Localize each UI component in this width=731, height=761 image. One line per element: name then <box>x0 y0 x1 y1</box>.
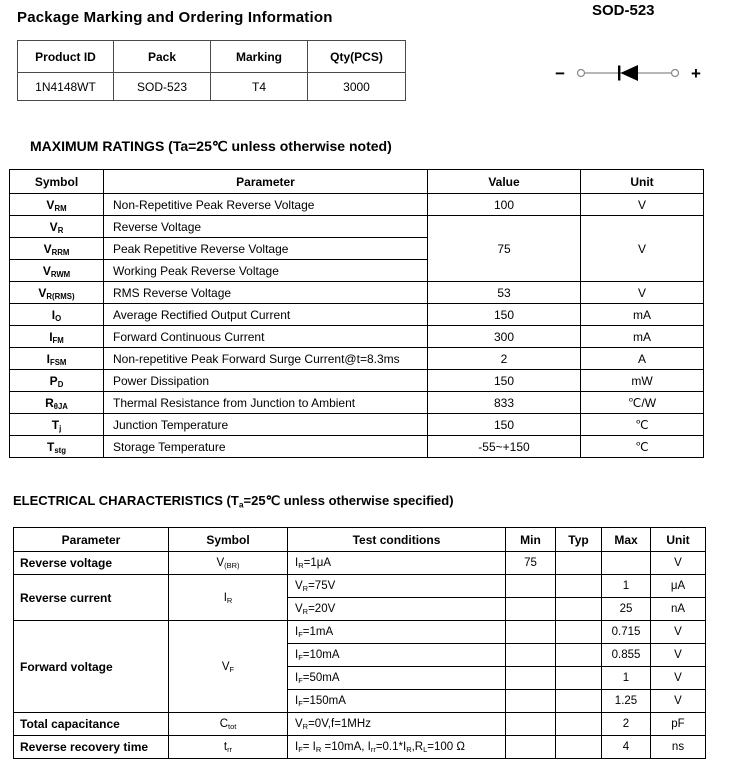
parameter-cell: RMS Reverse Voltage <box>104 282 428 304</box>
typ-cell <box>556 667 602 690</box>
parameter-cell: Junction Temperature <box>104 414 428 436</box>
typ-cell <box>556 690 602 713</box>
pack-cell: SOD-523 <box>114 73 211 101</box>
symbol-cell: $V_{R(RMS)}$ <box>10 282 104 304</box>
max-cell: 0.715 <box>602 621 651 644</box>
parameter-cell: Reverse voltage <box>14 552 169 575</box>
table-row-tstg <box>10 436 704 458</box>
header-symbol: Symbol <box>10 170 104 194</box>
unit-cell: ℃ <box>581 414 704 436</box>
max-cell: 1 <box>602 667 651 690</box>
test-condition-cell: $I_F=1mA$ <box>288 621 506 644</box>
unit-cell: V <box>581 194 704 216</box>
parameter-cell: Total capacitance <box>14 713 169 736</box>
symbol-cell: $I_{FSM}$ <box>10 348 104 370</box>
unit-cell: mW <box>581 370 704 392</box>
unit-cell: pF <box>651 713 706 736</box>
parameter-cell: Storage Temperature <box>104 436 428 458</box>
table-row-vrrms <box>10 282 704 304</box>
unit-cell: V <box>581 282 704 304</box>
test-condition-cell: $V_R=0V,f=1MHz$ <box>288 713 506 736</box>
table-row-pd <box>10 370 704 392</box>
parameter-cell: Reverse Voltage <box>104 216 428 238</box>
parameter-cell: Peak Repetitive Reverse Voltage <box>104 238 428 260</box>
typ-cell <box>556 621 602 644</box>
parameter-cell-merged: Reverse current <box>14 575 169 621</box>
unit-cell: μA <box>651 575 706 598</box>
min-cell <box>506 690 556 713</box>
min-cell: 75 <box>506 552 556 575</box>
symbol-cell: $I_O$ <box>10 304 104 326</box>
marking-cell: T4 <box>211 73 308 101</box>
table-row-total-capacitance <box>14 713 706 736</box>
header-parameter: Parameter <box>14 528 169 552</box>
header-test-conditions: Test conditions <box>288 528 506 552</box>
test-condition-cell: $I_R=1\mu A$ <box>288 552 506 575</box>
unit-cell: V <box>651 667 706 690</box>
min-cell <box>506 713 556 736</box>
package-name-label: SOD-523 <box>592 2 655 19</box>
test-condition-cell: $V_R=75V$ <box>288 575 506 598</box>
header-value: Value <box>428 170 581 194</box>
header-typ: Typ <box>556 528 602 552</box>
max-cell: 25 <box>602 598 651 621</box>
typ-cell <box>556 713 602 736</box>
table-row-ifm <box>10 326 704 348</box>
page-title: Package Marking and Ordering Information <box>17 9 333 26</box>
typ-cell <box>556 575 602 598</box>
min-cell <box>506 575 556 598</box>
parameter-cell: Non-repetitive Peak Forward Surge Current@t=8.3ms <box>104 348 428 370</box>
ordering-table <box>17 40 406 101</box>
symbol-cell: $T_{stg}$ <box>10 436 104 458</box>
symbol-cell: $V_{RM}$ <box>10 194 104 216</box>
min-cell <box>506 736 556 759</box>
value-cell: 150 <box>428 414 581 436</box>
max-cell: 1 <box>602 575 651 598</box>
test-condition-cell: $I_F=10mA$ <box>288 644 506 667</box>
parameter-cell: Reverse recovery time <box>14 736 169 759</box>
table-row-rthja <box>10 392 704 414</box>
qty-cell: 3000 <box>308 73 406 101</box>
max-cell: 0.855 <box>602 644 651 667</box>
parameter-cell: Power Dissipation <box>104 370 428 392</box>
value-cell: 150 <box>428 370 581 392</box>
symbol-cell: $V_{RWM}$ <box>10 260 104 282</box>
parameter-cell: Average Rectified Output Current <box>104 304 428 326</box>
value-cell: 300 <box>428 326 581 348</box>
table-row-reverse-voltage <box>14 552 706 575</box>
max-ratings-header-row <box>10 170 704 194</box>
unit-cell: ℃ <box>581 436 704 458</box>
unit-cell: V <box>651 644 706 667</box>
ordering-data-row <box>18 73 406 101</box>
minus-sign: − <box>555 63 565 83</box>
typ-cell <box>556 644 602 667</box>
max-ratings-table <box>9 169 704 458</box>
header-marking: Marking <box>211 41 308 73</box>
value-cell-merged: 75 <box>428 216 581 282</box>
parameter-cell: Non-Repetitive Peak Reverse Voltage <box>104 194 428 216</box>
test-condition-cell: $I_F=50mA$ <box>288 667 506 690</box>
value-cell: 53 <box>428 282 581 304</box>
section-title-max-ratings: MAXIMUM RATINGS (Ta=25℃ unless otherwise noted) <box>30 138 392 154</box>
header-symbol: Symbol <box>169 528 288 552</box>
table-row-reverse-current-1 <box>14 575 706 598</box>
header-unit: Unit <box>581 170 704 194</box>
symbol-cell: $V_{RRM}$ <box>10 238 104 260</box>
header-product-id: Product ID <box>18 41 114 73</box>
min-cell <box>506 644 556 667</box>
symbol-cell: $P_D$ <box>10 370 104 392</box>
plus-sign: + <box>691 63 701 83</box>
value-cell: 2 <box>428 348 581 370</box>
typ-cell <box>556 598 602 621</box>
value-cell: 100 <box>428 194 581 216</box>
max-cell <box>602 552 651 575</box>
value-cell: -55~+150 <box>428 436 581 458</box>
electrical-header-row <box>14 528 706 552</box>
max-cell: 4 <box>602 736 651 759</box>
symbol-cell: $V_R$ <box>10 216 104 238</box>
header-parameter: Parameter <box>104 170 428 194</box>
max-cell: 2 <box>602 713 651 736</box>
unit-cell: ℃/W <box>581 392 704 414</box>
symbol-cell: $V_{(BR)}$ <box>169 552 288 575</box>
test-condition-cell: $V_R=20V$ <box>288 598 506 621</box>
table-row-ifsm <box>10 348 704 370</box>
symbol-cell: $T_j$ <box>10 414 104 436</box>
unit-cell: V <box>651 621 706 644</box>
min-cell <box>506 667 556 690</box>
parameter-cell-merged: Forward voltage <box>14 621 169 713</box>
product-id-cell: 1N4148WT <box>18 73 114 101</box>
unit-cell: V <box>651 690 706 713</box>
test-condition-cell: $I_F=150mA$ <box>288 690 506 713</box>
header-max: Max <box>602 528 651 552</box>
value-cell: 833 <box>428 392 581 414</box>
symbol-cell: $R_{\theta JA}$ <box>10 392 104 414</box>
parameter-cell: Thermal Resistance from Junction to Ambient <box>104 392 428 414</box>
value-cell: 150 <box>428 304 581 326</box>
header-min: Min <box>506 528 556 552</box>
section-title-electrical: ELECTRICAL CHARACTERISTICS ($T_a=25℃$ unless otherwise specified) <box>13 493 454 510</box>
unit-cell: mA <box>581 326 704 348</box>
symbol-cell: $I_{FM}$ <box>10 326 104 348</box>
table-row-forward-voltage-1 <box>14 621 706 644</box>
typ-cell <box>556 736 602 759</box>
diode-symbol <box>548 58 708 88</box>
unit-cell: nA <box>651 598 706 621</box>
parameter-cell: Working Peak Reverse Voltage <box>104 260 428 282</box>
header-unit: Unit <box>651 528 706 552</box>
table-row-vrm <box>10 194 704 216</box>
unit-cell: A <box>581 348 704 370</box>
ordering-header-row <box>18 41 406 73</box>
symbol-cell: $C_{tot}$ <box>169 713 288 736</box>
diode-drawing-icon <box>572 58 684 88</box>
min-cell <box>506 621 556 644</box>
header-qty: Qty(PCS) <box>308 41 406 73</box>
electrical-table <box>13 527 706 759</box>
unit-cell: ns <box>651 736 706 759</box>
table-row-vr <box>10 216 704 238</box>
symbol-cell-merged: $V_F$ <box>169 621 288 713</box>
table-row-reverse-recovery-time <box>14 736 706 759</box>
table-row-io <box>10 304 704 326</box>
parameter-cell: Forward Continuous Current <box>104 326 428 348</box>
max-cell: 1.25 <box>602 690 651 713</box>
header-pack: Pack <box>114 41 211 73</box>
min-cell <box>506 598 556 621</box>
typ-cell <box>556 552 602 575</box>
table-row-tj <box>10 414 704 436</box>
test-condition-cell: $I_F= I_R =10mA$, $I_{rr}=0.1*I_R,R_L=100$ Ω <box>288 736 506 759</box>
unit-cell-merged: V <box>581 216 704 282</box>
symbol-cell: $t_{rr}$ <box>169 736 288 759</box>
unit-cell: mA <box>581 304 704 326</box>
symbol-cell-merged: $I_R$ <box>169 575 288 621</box>
unit-cell: V <box>651 552 706 575</box>
